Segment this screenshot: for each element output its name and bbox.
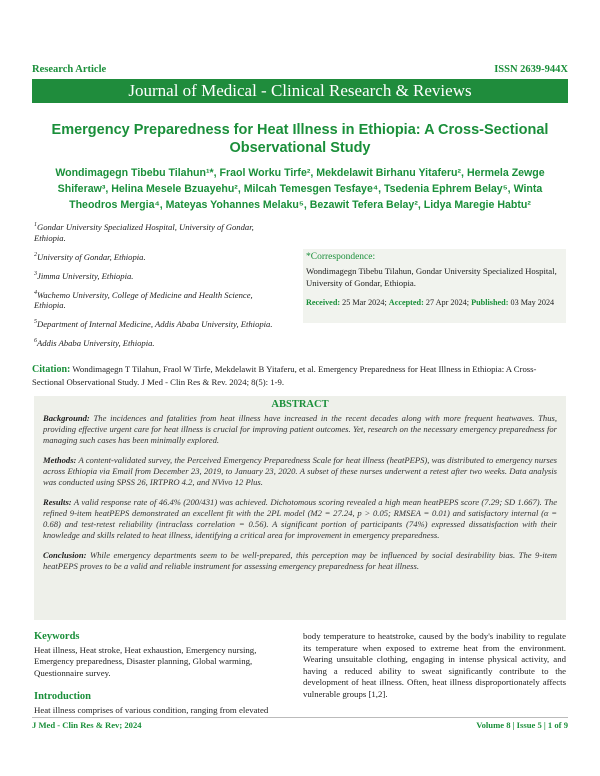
affiliation-item: $^1$Gondar University Specialized Hospital, University of Gondar, Ethiopia. [34, 221, 254, 243]
introduction-text: Heat illness comprises of various condition, ranging from elevated [34, 704, 269, 715]
correspondence-box [303, 249, 566, 323]
footer-journal: J Med - Clin Res & Rev; 2024 [32, 720, 142, 730]
affiliation-item: $^2$University of Gondar, Ethiopia. [34, 251, 146, 262]
left-column [34, 631, 297, 716]
right-column: body temperature to heatstroke, caused by the body's inability to regulate its temperature when exposed to extreme heat from the environment. Wearing unsuitable clothing, engaging in intense physical activity, and having a reduced ability to sweat significantly contribute to the development of heat illness. Often, heat illness disproportionately affects vulnerable groups [1,2]. [303, 631, 566, 699]
received-date: 25 Mar 2024; [342, 297, 387, 307]
journal-name-banner: Journal of Medical - Clinical Research & Reviews [32, 79, 568, 103]
accepted-date: 27 Apr 2024; [425, 297, 470, 307]
affiliation-item: $^6$Addis Ababa University, Ethiopia. [34, 338, 155, 349]
page-footer [32, 717, 568, 731]
introduction-heading: Introduction [34, 691, 91, 702]
article-dates: Received: 25 Mar 2024; Accepted: 27 Apr 2024; Published: 03 May 2024 [306, 297, 555, 307]
top-bar [32, 64, 568, 78]
paper-title: Emergency Preparedness for Heat Illness in Ethiopia: A Cross-Sectional Observational Study [51, 122, 549, 156]
abstract-heading: ABSTRACT [271, 399, 329, 410]
citation-label: Citation: [32, 364, 71, 375]
abstract-results: Results: A valid response rate of 46.4% (200/431) was achieved. Dichotomous scoring revealed a high mean heatPEPS score (7.29; SD 1.667). The refined 9-item heatPEPS demonstrated an excellent fit with the 2PL model (M2 = 27.24, p > 0.05; RMSEA = 0.01) and satisfactory internal (α = 0.68) and test-retest reliability (intraclass correlation = 0.56). A significant portion of participants (74%) expressed dissatisfaction with their knowledge and skills related to heat illness, identifying a critical area for improvement in emergency preparedness. [43, 497, 558, 540]
correspondence-text: Wondimagegn Tibebu Tilahun, Gondar University Specialized Hospital, University of Gondar, Ethiopia. [306, 266, 557, 288]
issn: ISSN 2639-944X [494, 64, 568, 75]
citation [32, 363, 568, 388]
abstract-box [34, 396, 566, 620]
keywords-text: Heat illness, Heat stroke, Heat exhaustion, Emergency nursing, Emergency preparedness, Disaster planning, Global warming, Questionnaire survey. [34, 644, 257, 678]
correspondence-heading: *Correspondence: [306, 252, 376, 262]
affiliations [34, 220, 286, 355]
abstract-background: Background: The incidences and fatalities from heat illness have increased in the recent decades along with more frequent heatwaves. Thus, providing effective urgent care for heat illness is crucial for improving patient outcomes. Yet, research on the necessary emergency preparedness for managing such cases has been minimally explored. [43, 413, 557, 445]
affiliation-item: $^5$Department of Internal Medicine, Addis Ababa University, Ethiopia. [34, 319, 273, 330]
abstract-methods: Methods: A content-validated survey, the Perceived Emergency Preparedness Scale for heat illness (heatPEPS), was distributed to emergency nurses across Ethiopia via Email from December 23, 2019, to January 23, 2020. A subset of these nurses underwent a retest after two weeks. Data analysis was conducted using SPSS 26, IRTPRO 4.2, and NVivo 12 Plus. [43, 455, 557, 487]
affiliation-item: $^3$Jimma University, Ethiopia. [34, 270, 134, 281]
abstract-conclusion: Conclusion: While emergency departments seem to be well-prepared, this perception may be influenced by social desirability bias. The 9-item heatPEPS proves to be a valid and reliable instrument for assessing emergency preparedness for heat illness. [43, 550, 557, 571]
keywords-heading: Keywords [34, 631, 80, 642]
article-type: Research Article [32, 64, 107, 75]
published-date: 03 May 2024 [510, 297, 555, 307]
author-list: Wondimagegn Tibebu Tilahun¹*, Fraol Worku Tirfe², Mekdelawit Birhanu Yitaferu², Hermela Zewge Shiferaw³, Helina Mesele Bzuayehu², Milcah Temesgen Tesfaye⁴, Tsedenia Ephrem Belay⁵, Winta Theodros Mergia⁴, Mateyas Yohannes Melaku⁵, Bezawit Tefera Belay², Lidya Maregie Habtu² [55, 167, 545, 211]
citation-text: Wondimagegn T Tilahun, Fraol W Tirfe, Mekdelawit B Yitaferu, et al. Emergency Preparedness for Heat Illness in Ethiopia: A Cross-Sectional Observational Study. J Med - Clin Res & Rev. 2024; 8(5): 1-9. [32, 364, 537, 387]
affiliation-item: $^4$Wachemo University, College of Medicine and Health Science, Ethiopia. [34, 289, 253, 311]
footer-page-info: Volume 8 | Issue 5 | 1 of 9 [476, 720, 568, 730]
